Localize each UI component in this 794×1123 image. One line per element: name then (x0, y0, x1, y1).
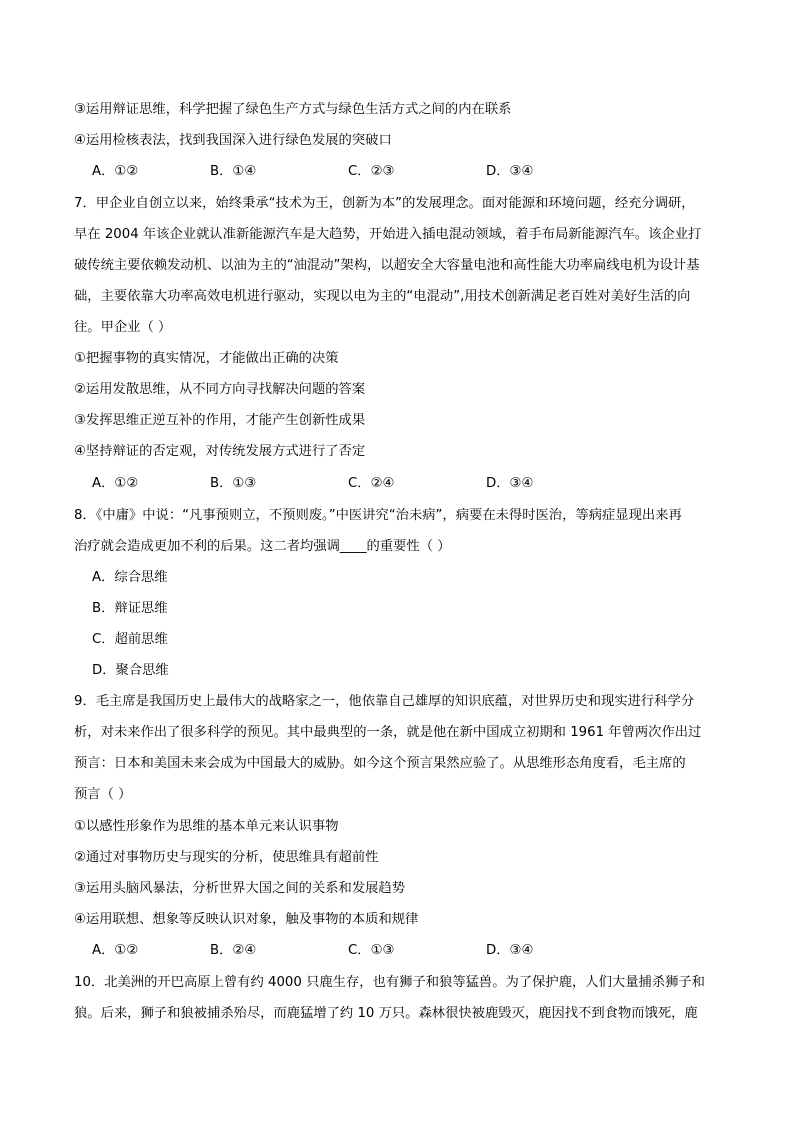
q9-stem-line-1: 9．毛主席是我国历史上最伟大的战略家之一，他依靠自己雄厚的知识底蕴，对世界历史和现实进行科学分 (74, 694, 695, 709)
q9-option-c[interactable]: C．①③ (348, 943, 395, 958)
q7-option-c[interactable]: C．②④ (348, 476, 395, 491)
prev-option-c[interactable]: C．②③ (348, 164, 395, 179)
q7-stem-line-2: 早在 2004 年该企业就认准新能源汽车是大趋势，开始进入插电混动领域，着手布局新能源汽车。该企业打 (74, 227, 702, 242)
prev-option-b[interactable]: B．①④ (210, 164, 257, 179)
q7-option-a[interactable]: A．①② (92, 476, 139, 491)
prev-option-a[interactable]: A．①② (92, 164, 139, 179)
q8-option-d[interactable]: D．聚合思维 (92, 663, 169, 678)
q9-statement-4: ④运用联想、想象等反映认识对象，触及事物的本质和规律 (74, 912, 419, 927)
q9-statement-3: ③运用头脑风暴法，分析世界大国之间的关系和发展趋势 (74, 881, 406, 896)
prev-statement-3: ③运用辩证思维，科学把握了绿色生产方式与绿色生活方式之间的内在联系 (74, 102, 512, 117)
q7-option-d[interactable]: D．③④ (486, 476, 534, 491)
prev-option-d[interactable]: D．③④ (486, 164, 534, 179)
q9-option-b[interactable]: B．②④ (210, 943, 257, 958)
q9-statement-1: ①以感性形象作为思维的基本单元来认识事物 (74, 819, 339, 834)
q7-statement-1: ①把握事物的真实情况，才能做出正确的决策 (74, 351, 339, 366)
q8-option-c[interactable]: C．超前思维 (92, 632, 168, 647)
q9-option-a[interactable]: A．①② (92, 943, 139, 958)
q9-stem-line-3: 预言：日本和美国未来会成为中国最大的威胁。如今这个预言果然应验了。从思维形态角度看，毛主席的 (74, 756, 686, 771)
q9-option-d[interactable]: D．③④ (486, 943, 534, 958)
prev-statement-4: ④运用检核表法，找到我国深入进行绿色发展的突破口 (74, 133, 392, 148)
q7-stem-line-5: 往。甲企业（ ） (74, 320, 172, 335)
q7-statement-3: ③发挥思维正逆互补的作用，才能产生创新性成果 (74, 413, 366, 428)
q10-stem-line-1: 10．北美洲的开巴高原上曾有约 4000 只鹿生存，也有狮子和狼等猛兽。为了保护鹿，人们大量捕杀狮子和 (74, 975, 705, 990)
q7-statement-4: ④坚持辩证的否定观，对传统发展方式进行了否定 (74, 444, 366, 459)
q8-stem-line-2: 治疗就会造成更加不利的后果。这二者均强调____的重要性（ ） (74, 539, 451, 554)
q8-option-a[interactable]: A．综合思维 (92, 570, 168, 585)
q8-option-b[interactable]: B．辩证思维 (92, 601, 168, 616)
q9-statement-2: ②通过对事物历史与现实的分析，使思维具有超前性 (74, 850, 379, 865)
q7-option-b[interactable]: B．①③ (210, 476, 257, 491)
q7-stem-line-3: 破传统主要依赖发动机、以油为主的“油混动”架构，以超安全大容量电池和高性能大功率扁线电机为设计基 (74, 258, 700, 273)
q7-stem-line-1: 7．甲企业自创立以来，始终秉承“技术为王，创新为本”的发展理念。面对能源和环境问题，经充分调研， (74, 196, 695, 211)
q7-statement-2: ②运用发散思维，从不同方向寻找解决问题的答案 (74, 382, 366, 397)
q8-stem-line-1: 8．《中庸》中说：“凡事预则立，不预则废。”中医讲究“治未病”，病要在未得时医治，等病症显现出来再 (74, 508, 682, 523)
q7-stem-line-4: 础，主要依靠大功率高效电机进行驱动，实现以电为主的“电混动”,用技术创新满足老百姓对美好生活的向 (74, 289, 691, 304)
q10-stem-line-2: 狼。后来，狮子和狼被捕杀殆尽，而鹿猛增了约 10 万只。森林很快被鹿毁灭，鹿因找不到食物而饿死，鹿 (74, 1006, 698, 1021)
q9-stem-line-2: 析，对未来作出了很多科学的预见。其中最典型的一条，就是他在新中国成立初期和 1961 年曾两次作出过 (74, 725, 702, 740)
q9-stem-line-4: 预言（ ） (74, 787, 132, 802)
